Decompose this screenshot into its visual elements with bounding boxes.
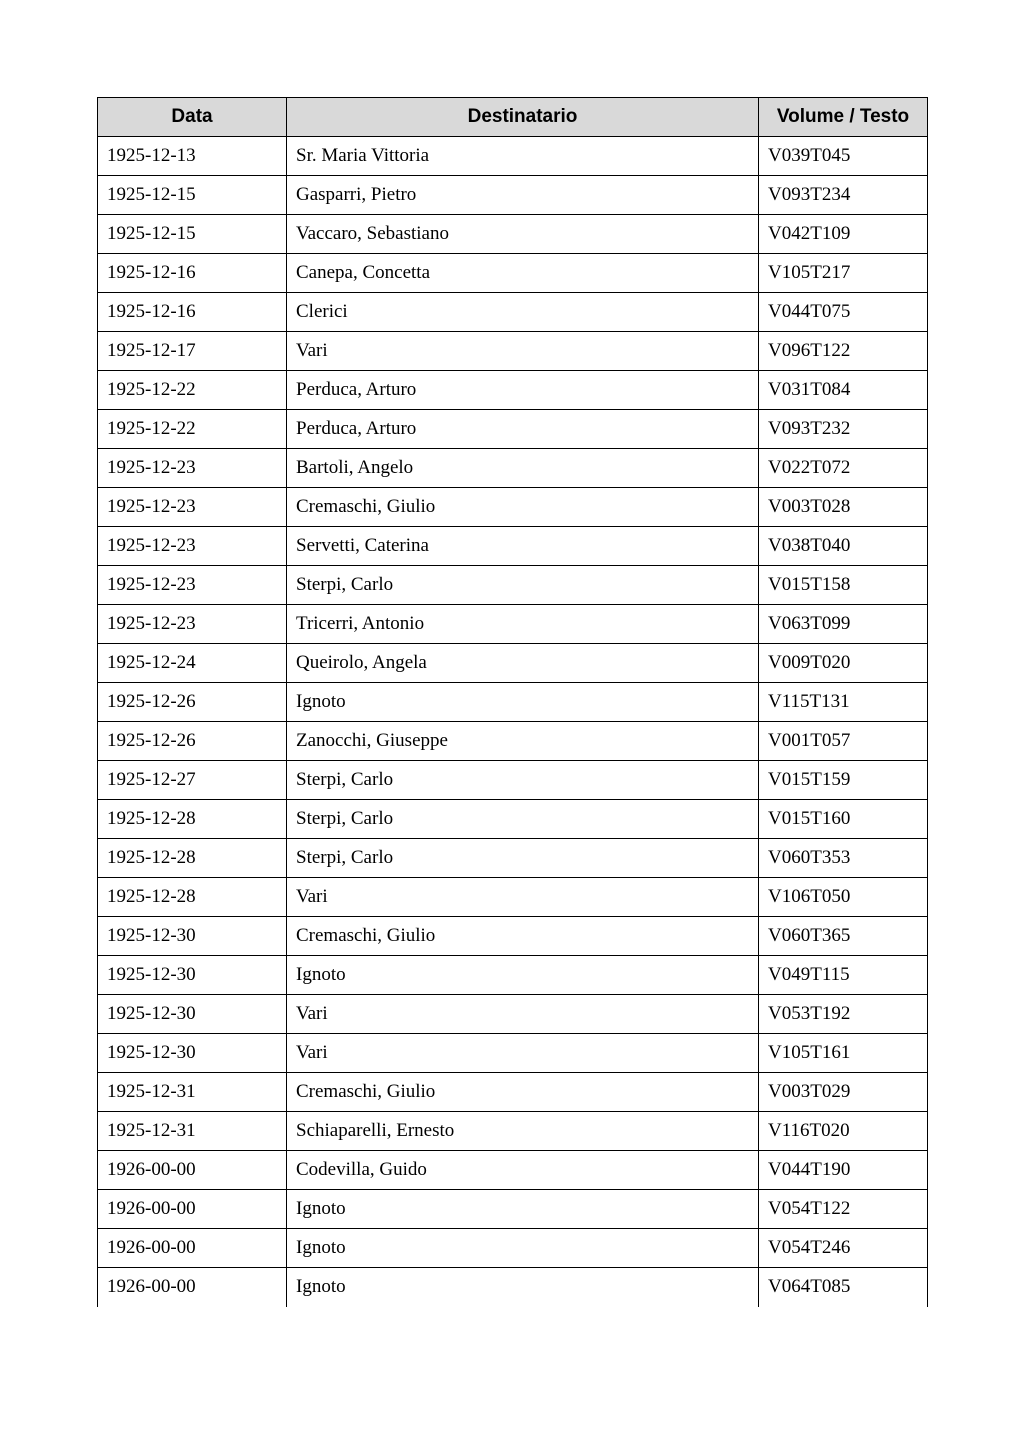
cell-recipient: Clerici [287,293,759,332]
cell-date: 1925-12-16 [98,293,287,332]
cell-date: 1925-12-13 [98,137,287,176]
cell-volume: V009T020 [759,644,928,683]
cell-recipient: Gasparri, Pietro [287,176,759,215]
table-row [98,293,928,332]
cell-volume: V001T057 [759,722,928,761]
table-row [98,410,928,449]
cell-recipient: Codevilla, Guido [287,1151,759,1190]
cell-recipient: Perduca, Arturo [287,371,759,410]
cell-recipient: Vari [287,1034,759,1073]
table-row [98,605,928,644]
cell-date: 1925-12-22 [98,371,287,410]
cell-date: 1925-12-16 [98,254,287,293]
header-row [98,98,928,137]
table-row [98,176,928,215]
table-row [98,644,928,683]
cell-recipient: Ignoto [287,683,759,722]
cell-recipient: Zanocchi, Giuseppe [287,722,759,761]
cell-recipient: Canepa, Concetta [287,254,759,293]
table-row [98,254,928,293]
table-row [98,332,928,371]
cell-volume: V003T029 [759,1073,928,1112]
table-row [98,995,928,1034]
cell-volume: V060T353 [759,839,928,878]
table-row [98,371,928,410]
cell-date: 1925-12-27 [98,761,287,800]
cell-recipient: Perduca, Arturo [287,410,759,449]
table-row [98,137,928,176]
cell-volume: V054T246 [759,1229,928,1268]
letters-table [97,97,928,1307]
table-row [98,839,928,878]
cell-volume: V038T040 [759,527,928,566]
table-row [98,488,928,527]
cell-recipient: Queirolo, Angela [287,644,759,683]
table-header [98,98,928,137]
cell-volume: V105T161 [759,1034,928,1073]
cell-date: 1925-12-28 [98,800,287,839]
cell-date: 1925-12-26 [98,722,287,761]
cell-volume: V115T131 [759,683,928,722]
table-row [98,527,928,566]
table-row [98,878,928,917]
cell-recipient: Ignoto [287,1190,759,1229]
cell-volume: V015T159 [759,761,928,800]
table-row [98,449,928,488]
table-row [98,800,928,839]
table-row [98,1112,928,1151]
cell-date: 1925-12-31 [98,1073,287,1112]
cell-recipient: Ignoto [287,1229,759,1268]
cell-recipient: Ignoto [287,956,759,995]
table-row [98,1229,928,1268]
cell-date: 1925-12-23 [98,605,287,644]
cell-recipient: Vaccaro, Sebastiano [287,215,759,254]
cell-volume: V044T075 [759,293,928,332]
cell-recipient: Sterpi, Carlo [287,800,759,839]
cell-recipient: Tricerri, Antonio [287,605,759,644]
cell-recipient: Vari [287,995,759,1034]
cell-date: 1925-12-17 [98,332,287,371]
cell-recipient: Bartoli, Angelo [287,449,759,488]
cell-date: 1925-12-28 [98,839,287,878]
cell-volume: V116T020 [759,1112,928,1151]
cell-volume: V106T050 [759,878,928,917]
table-row [98,1151,928,1190]
cell-date: 1925-12-23 [98,449,287,488]
cell-volume: V022T072 [759,449,928,488]
cell-date: 1926-00-00 [98,1190,287,1229]
cell-volume: V042T109 [759,215,928,254]
cell-date: 1925-12-23 [98,566,287,605]
cell-recipient: Ignoto [287,1268,759,1307]
cell-recipient: Vari [287,332,759,371]
cell-recipient: Cremaschi, Giulio [287,1073,759,1112]
cell-volume: V096T122 [759,332,928,371]
table-row [98,917,928,956]
cell-date: 1925-12-22 [98,410,287,449]
cell-volume: V049T115 [759,956,928,995]
table-row [98,722,928,761]
cell-recipient: Sterpi, Carlo [287,566,759,605]
cell-volume: V105T217 [759,254,928,293]
cell-recipient: Sterpi, Carlo [287,761,759,800]
table-row [98,215,928,254]
cell-date: 1926-00-00 [98,1229,287,1268]
cell-recipient: Sterpi, Carlo [287,839,759,878]
table-body [98,137,928,1307]
cell-date: 1925-12-15 [98,215,287,254]
cell-date: 1925-12-30 [98,956,287,995]
header-date: Data [98,98,287,137]
cell-volume: V064T085 [759,1268,928,1307]
cell-volume: V039T045 [759,137,928,176]
cell-date: 1925-12-23 [98,527,287,566]
cell-volume: V093T234 [759,176,928,215]
cell-volume: V054T122 [759,1190,928,1229]
table-row [98,1073,928,1112]
table-row [98,683,928,722]
cell-volume: V060T365 [759,917,928,956]
cell-date: 1925-12-15 [98,176,287,215]
cell-volume: V044T190 [759,1151,928,1190]
cell-volume: V053T192 [759,995,928,1034]
cell-volume: V031T084 [759,371,928,410]
cell-date: 1925-12-31 [98,1112,287,1151]
cell-recipient: Cremaschi, Giulio [287,488,759,527]
table-row [98,1034,928,1073]
cell-recipient: Cremaschi, Giulio [287,917,759,956]
cell-date: 1926-00-00 [98,1151,287,1190]
table-row [98,1190,928,1229]
header-recipient: Destinatario [287,98,759,137]
cell-volume: V015T158 [759,566,928,605]
header-volume: Volume / Testo [759,98,928,137]
cell-recipient: Sr. Maria Vittoria [287,137,759,176]
cell-recipient: Vari [287,878,759,917]
cell-recipient: Schiaparelli, Ernesto [287,1112,759,1151]
table-row [98,1268,928,1307]
cell-date: 1925-12-28 [98,878,287,917]
cell-volume: V063T099 [759,605,928,644]
cell-recipient: Servetti, Caterina [287,527,759,566]
cell-date: 1925-12-24 [98,644,287,683]
cell-date: 1925-12-26 [98,683,287,722]
cell-date: 1925-12-30 [98,995,287,1034]
cell-date: 1925-12-30 [98,917,287,956]
cell-volume: V015T160 [759,800,928,839]
cell-volume: V093T232 [759,410,928,449]
cell-volume: V003T028 [759,488,928,527]
cell-date: 1925-12-23 [98,488,287,527]
table-row [98,956,928,995]
table-row [98,566,928,605]
cell-date: 1926-00-00 [98,1268,287,1307]
cell-date: 1925-12-30 [98,1034,287,1073]
table-row [98,761,928,800]
